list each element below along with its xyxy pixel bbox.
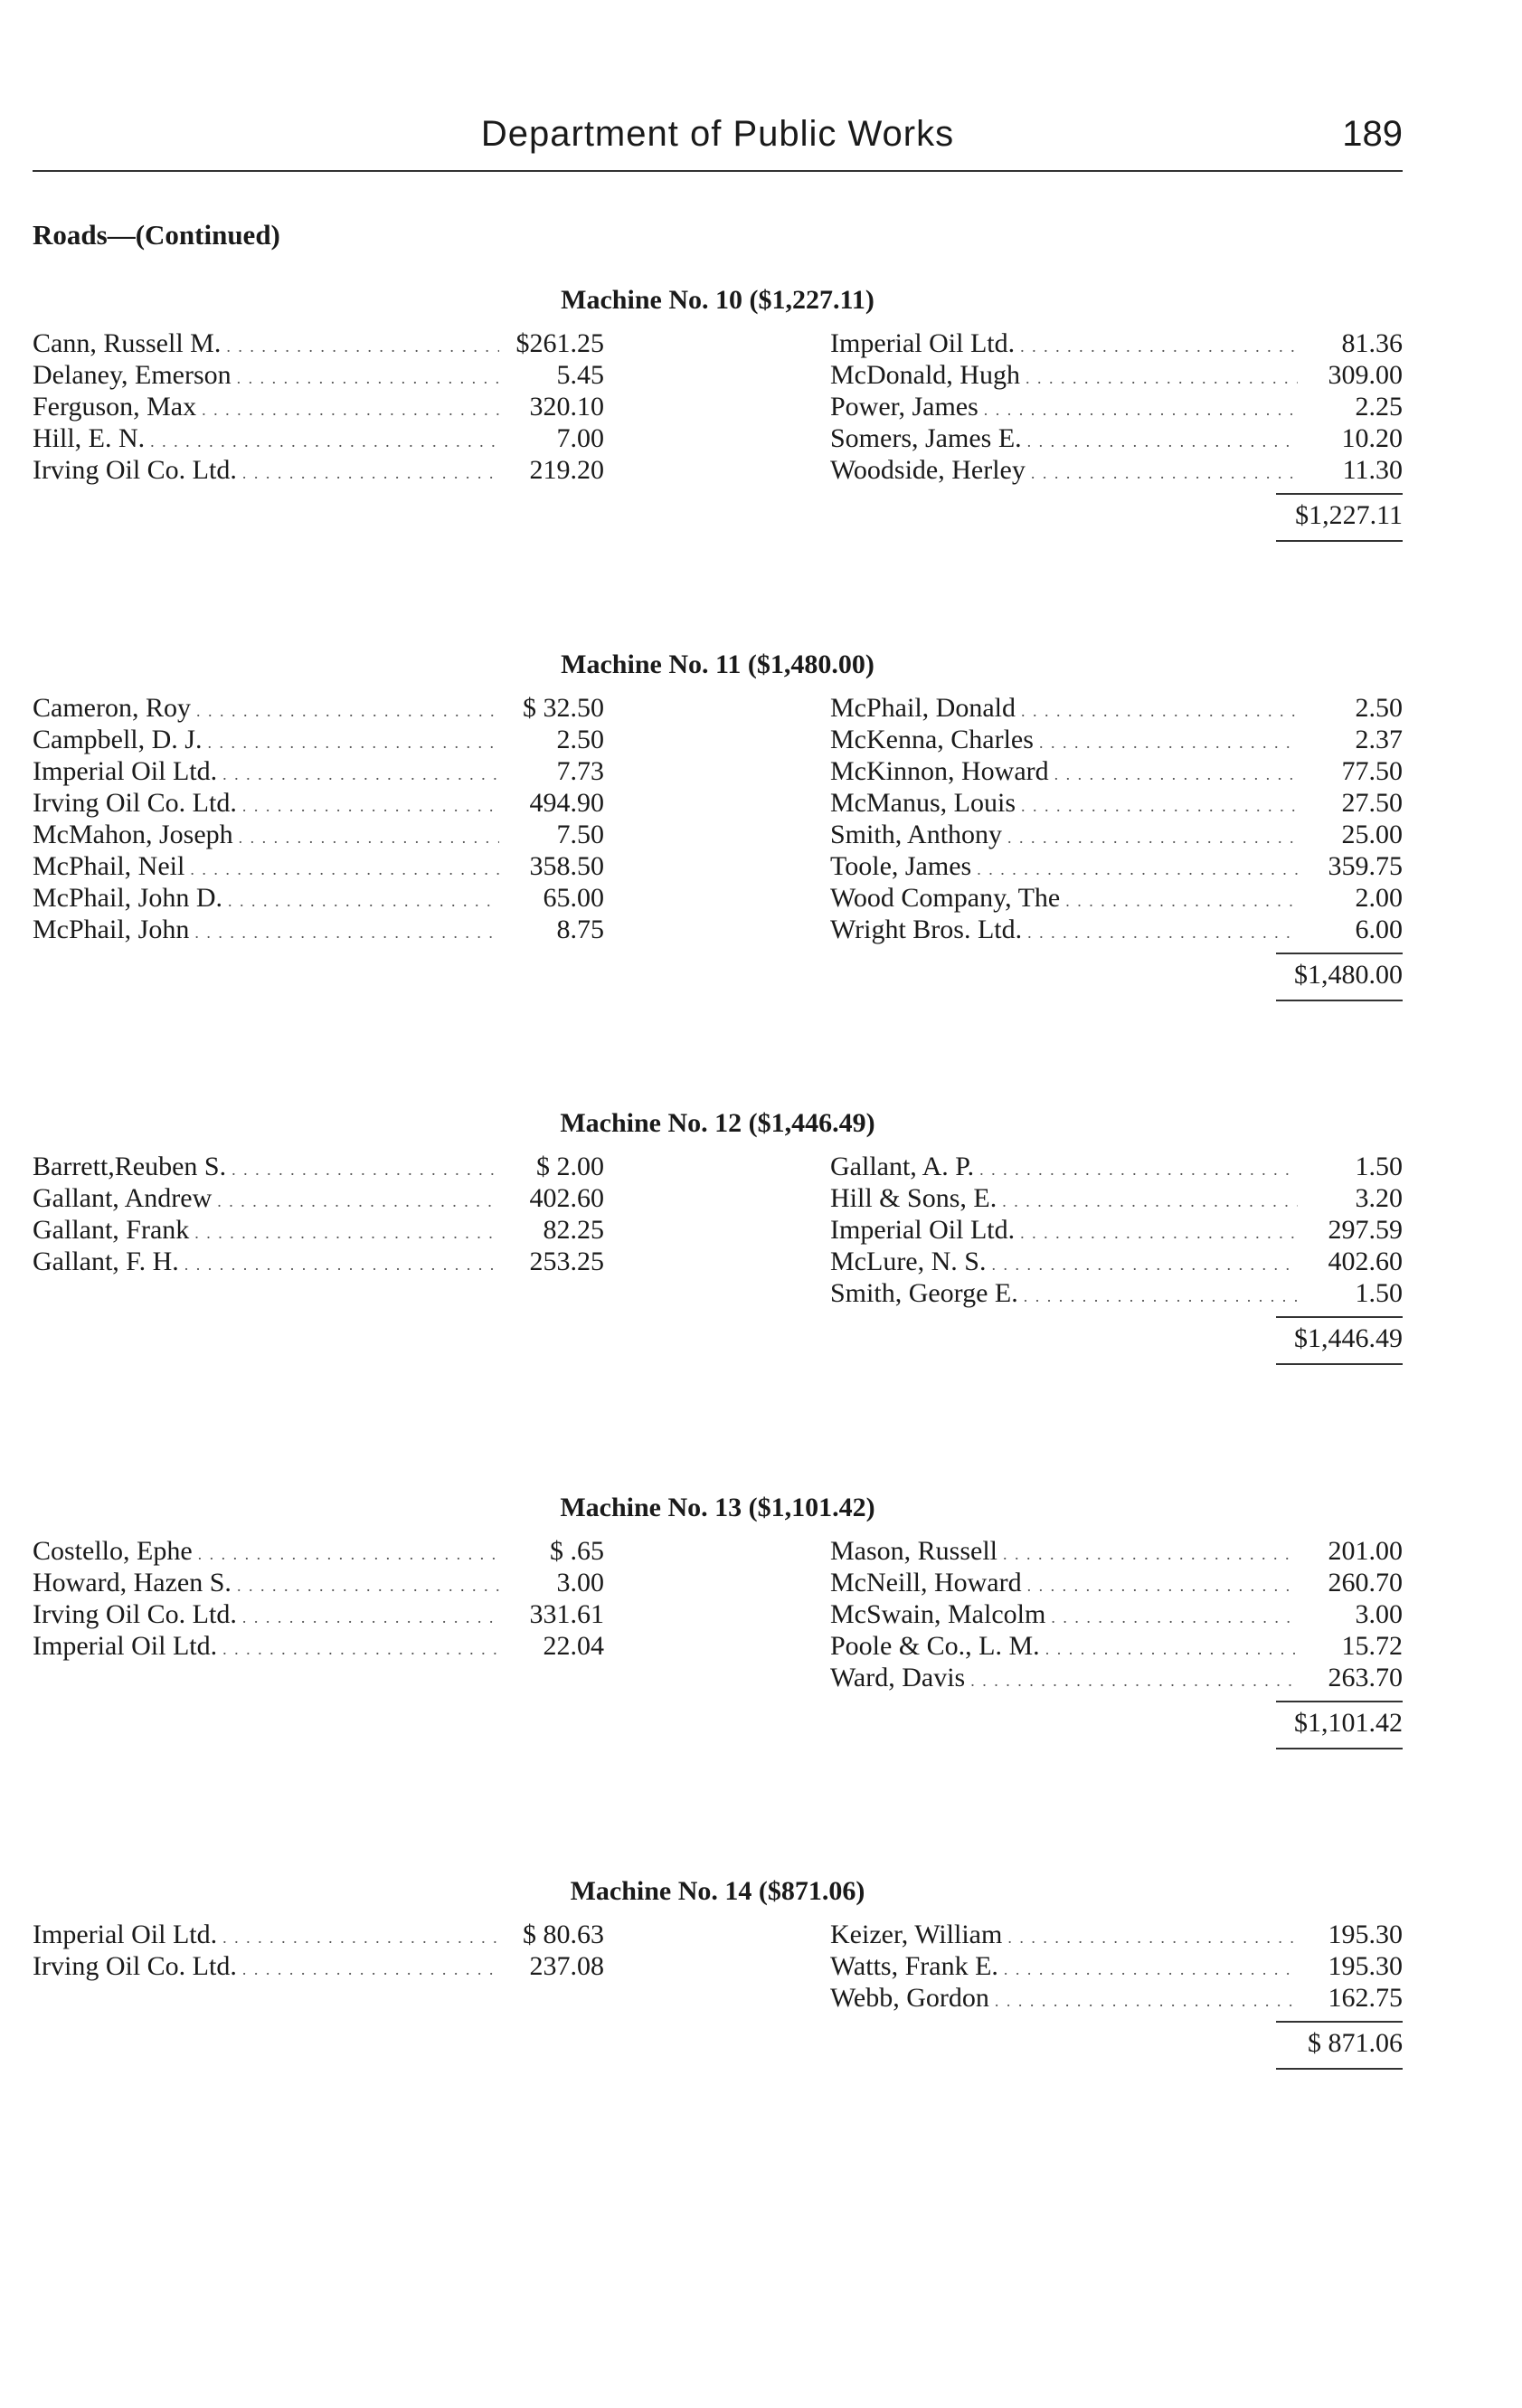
amount: 7.50 [556, 820, 604, 849]
payee-name: Woodside, Herley [830, 455, 1026, 485]
ledger-row [830, 1567, 1403, 1598]
amount: 22.04 [543, 1631, 604, 1661]
machine-block [33, 282, 1403, 542]
amount: 3.00 [556, 1568, 604, 1597]
ledger-row [830, 1246, 1403, 1277]
payee-name: Watts, Frank E. [830, 1951, 998, 1981]
dot-leader [190, 850, 499, 886]
dot-leader [198, 1535, 499, 1570]
payee-name: Irving Oil Co. Ltd. [33, 455, 237, 485]
dot-leader [970, 1662, 1298, 1697]
amount: 2.00 [1355, 883, 1403, 913]
payee-name: Hill & Sons, E. [830, 1183, 997, 1213]
amount: 309.00 [1328, 360, 1403, 390]
amount: 10.20 [1341, 423, 1403, 453]
amount: 359.75 [1328, 851, 1403, 881]
dot-leader [1039, 724, 1298, 759]
dot-leader [1020, 1214, 1298, 1249]
payee-name: McMahon, Joseph [33, 820, 233, 849]
ledger-row [830, 1535, 1403, 1567]
right-column [830, 1151, 1403, 1309]
left-column [33, 692, 604, 945]
payee-name: Campbell, D. J. [33, 725, 203, 754]
amount: 2.37 [1355, 725, 1403, 754]
amount: 195.30 [1328, 1951, 1403, 1981]
machine-title: Machine No. 10 ($1,227.11) [561, 285, 874, 315]
dot-leader [1021, 692, 1298, 727]
machine-total: $1,480.00 [1276, 953, 1403, 1001]
dot-leader [184, 1246, 499, 1281]
amount: 219.20 [529, 455, 604, 485]
dot-leader [242, 1598, 499, 1634]
ledger-row [33, 787, 604, 819]
payee-name: McLure, N. S. [830, 1247, 987, 1276]
payee-name: Ward, Davis [830, 1663, 966, 1692]
payee-name: Gallant, Andrew [33, 1183, 213, 1213]
amount: 8.75 [556, 915, 604, 944]
dot-leader [222, 1630, 499, 1665]
payee-name: Delaney, Emerson [33, 360, 232, 390]
machine-total: $1,101.42 [1276, 1701, 1403, 1749]
amount: 25.00 [1341, 820, 1403, 849]
dot-leader [237, 1567, 499, 1602]
dot-leader [1051, 1598, 1298, 1634]
dot-leader [1003, 1535, 1298, 1570]
dot-leader [1027, 422, 1298, 458]
dot-leader [232, 1151, 499, 1186]
payee-name: Cameron, Roy [33, 693, 191, 723]
amount: 253.25 [529, 1247, 604, 1276]
amount: 27.50 [1341, 788, 1403, 818]
payee-name: Costello, Ephe [33, 1536, 193, 1566]
payee-name: McPhail, John [33, 915, 190, 944]
amount: 81.36 [1341, 328, 1403, 358]
left-column [33, 1535, 604, 1662]
amount: 6.00 [1355, 915, 1403, 944]
header-rule [33, 170, 1403, 172]
payee-name: Keizer, William [830, 1920, 1003, 1949]
ledger-row [33, 1598, 604, 1630]
ledger-row [830, 1598, 1403, 1630]
ledger-row [830, 391, 1403, 422]
dot-leader [237, 359, 499, 394]
amount: $ 80.63 [523, 1920, 604, 1949]
ledger-row [830, 359, 1403, 391]
dot-leader [979, 1151, 1298, 1186]
amount: 11.30 [1342, 455, 1403, 485]
ledger-row [33, 391, 604, 422]
ledger-row [33, 359, 604, 391]
amount: 162.75 [1328, 1983, 1403, 2013]
amount: 3.00 [1355, 1599, 1403, 1629]
dot-leader [217, 1182, 499, 1218]
ledger-row [830, 1182, 1403, 1214]
payee-name: McKinnon, Howard [830, 756, 1049, 786]
machine-block [33, 1873, 1403, 2070]
amount: 201.00 [1328, 1536, 1403, 1566]
dot-leader [202, 391, 499, 426]
amount: 2.50 [556, 725, 604, 754]
payee-name: McNeill, Howard [830, 1568, 1022, 1597]
dot-leader [1007, 1919, 1298, 1954]
amount: 494.90 [529, 788, 604, 818]
payee-name: Smith, Anthony [830, 820, 1003, 849]
dot-leader [228, 882, 499, 917]
ledger-row [33, 1246, 604, 1277]
right-column [830, 1919, 1403, 2014]
dot-leader [208, 724, 500, 759]
dot-leader [991, 1246, 1298, 1281]
amount: 5.45 [556, 360, 604, 390]
dot-leader [196, 692, 499, 727]
payee-name: Irving Oil Co. Ltd. [33, 1951, 237, 1981]
left-column [33, 1151, 604, 1277]
payee-name: Hill, E. N. [33, 423, 146, 453]
ledger-row [33, 724, 604, 755]
ledger-row [830, 850, 1403, 882]
machine-block [33, 647, 1403, 1001]
ledger-row [33, 1567, 604, 1598]
dot-leader [194, 914, 499, 949]
payee-name: Gallant, Frank [33, 1215, 190, 1245]
ledger-row [33, 914, 604, 945]
payee-name: Toole, James [830, 851, 972, 881]
payee-name: Imperial Oil Ltd. [33, 1631, 218, 1661]
payee-name: Gallant, F. H. [33, 1247, 179, 1276]
ledger-row [830, 1277, 1403, 1309]
machine-title: Machine No. 13 ($1,101.42) [560, 1493, 875, 1522]
dot-leader [1054, 755, 1298, 791]
ledger-row [830, 1982, 1403, 2014]
dot-leader [1031, 454, 1298, 489]
machine-total: $1,446.49 [1276, 1316, 1403, 1365]
payee-name: Imperial Oil Ltd. [33, 1920, 218, 1949]
left-column [33, 327, 604, 486]
right-column [830, 327, 1403, 486]
ledger-row [33, 1630, 604, 1662]
amount: 402.60 [529, 1183, 604, 1213]
ledger-row [33, 692, 604, 724]
amount: 1.50 [1355, 1278, 1403, 1308]
payee-name: Irving Oil Co. Ltd. [33, 788, 237, 818]
amount: 402.60 [1328, 1247, 1403, 1276]
ledger-row [33, 1919, 604, 1950]
ledger-row [830, 1662, 1403, 1693]
dot-leader [242, 1950, 499, 1986]
machine-total: $1,227.11 [1276, 493, 1403, 542]
page-header [33, 114, 1403, 168]
ledger-row [830, 787, 1403, 819]
amount: 3.20 [1355, 1183, 1403, 1213]
machine-title: Machine No. 11 ($1,480.00) [561, 649, 874, 679]
amount: 7.73 [556, 756, 604, 786]
payee-name: Irving Oil Co. Ltd. [33, 1599, 237, 1629]
payee-name: Barrett,Reuben S. [33, 1152, 227, 1181]
dot-leader [242, 454, 499, 489]
payee-name: Imperial Oil Ltd. [830, 1215, 1016, 1245]
dot-leader [1024, 1277, 1298, 1313]
amount: 260.70 [1328, 1568, 1403, 1597]
amount: 358.50 [529, 851, 604, 881]
ledger-row [33, 755, 604, 787]
dot-leader [222, 755, 499, 791]
payee-name: Howard, Hazen S. [33, 1568, 232, 1597]
amount: 65.00 [543, 883, 604, 913]
ledger-row [830, 1919, 1403, 1950]
amount: $ 32.50 [523, 693, 604, 723]
payee-name: Wood Company, The [830, 883, 1061, 913]
right-column [830, 692, 1403, 945]
machine-block [33, 1490, 1403, 1749]
section-label: Roads—(Continued) [33, 219, 280, 251]
amount: 195.30 [1328, 1920, 1403, 1949]
dot-leader [977, 850, 1298, 886]
payee-name: Mason, Russell [830, 1536, 998, 1566]
ledger-row [33, 1182, 604, 1214]
ledger-row [830, 1151, 1403, 1182]
ledger-row [33, 327, 604, 359]
payee-name: McSwain, Malcolm [830, 1599, 1046, 1629]
ledger-row [33, 850, 604, 882]
dot-leader [1027, 1567, 1298, 1602]
payee-name: Smith, George E. [830, 1278, 1018, 1308]
ledger-row [830, 692, 1403, 724]
ledger-row [830, 914, 1403, 945]
payee-name: Gallant, A. P. [830, 1152, 975, 1181]
ledger-row [33, 454, 604, 486]
amount: 1.50 [1355, 1152, 1403, 1181]
machine-total: $ 871.06 [1276, 2021, 1403, 2070]
dot-leader [1002, 1182, 1298, 1218]
ledger-row [33, 882, 604, 914]
ledger-row [830, 819, 1403, 850]
ledger-row [33, 819, 604, 850]
dot-leader [1065, 882, 1298, 917]
dot-leader [1020, 327, 1298, 363]
amount: 2.50 [1355, 693, 1403, 723]
ledger-row [33, 422, 604, 454]
dot-leader [226, 327, 499, 363]
page-title: Department of Public Works [480, 114, 955, 154]
ledger-row [33, 1535, 604, 1567]
payee-name: Somers, James E. [830, 423, 1022, 453]
ledger-row [830, 1214, 1403, 1246]
payee-name: Cann, Russell M. [33, 328, 222, 358]
right-column [830, 1535, 1403, 1693]
payee-name: Ferguson, Max [33, 392, 197, 422]
machine-block [33, 1105, 1403, 1365]
ledger-row [830, 327, 1403, 359]
page-number: 189 [1342, 114, 1403, 154]
amount: 7.00 [556, 423, 604, 453]
dot-leader [1027, 914, 1298, 949]
dot-leader [1004, 1950, 1298, 1986]
payee-name: McKenna, Charles [830, 725, 1034, 754]
payee-name: Imperial Oil Ltd. [33, 756, 218, 786]
dot-leader [239, 819, 499, 854]
amount: $261.25 [515, 328, 604, 358]
payee-name: McPhail, Neil [33, 851, 185, 881]
dot-leader [1045, 1630, 1298, 1665]
dot-leader [222, 1919, 499, 1954]
dot-leader [995, 1982, 1298, 2017]
payee-name: Webb, Gordon [830, 1983, 989, 2013]
payee-name: McManus, Louis [830, 788, 1016, 818]
dot-leader [194, 1214, 499, 1249]
ledger-row [830, 882, 1403, 914]
machine-title: Machine No. 12 ($1,446.49) [560, 1108, 875, 1138]
dot-leader [1021, 787, 1298, 822]
ledger-row [830, 422, 1403, 454]
ledger-row [33, 1950, 604, 1982]
ledger-row [33, 1151, 604, 1182]
payee-name: McDonald, Hugh [830, 360, 1020, 390]
ledger-row [830, 755, 1403, 787]
amount: $ .65 [550, 1536, 604, 1566]
dot-leader [984, 391, 1298, 426]
amount: 331.61 [529, 1599, 604, 1629]
machine-title: Machine No. 14 ($871.06) [570, 1876, 865, 1906]
amount: 320.10 [529, 392, 604, 422]
ledger-row [33, 1214, 604, 1246]
payee-name: McPhail, John D. [33, 883, 222, 913]
payee-name: Imperial Oil Ltd. [830, 328, 1016, 358]
amount: 297.59 [1328, 1215, 1403, 1245]
amount: 15.72 [1341, 1631, 1403, 1661]
amount: 2.25 [1355, 392, 1403, 422]
ledger-row [830, 1950, 1403, 1982]
payee-name: Power, James [830, 392, 978, 422]
payee-name: Poole & Co., L. M. [830, 1631, 1040, 1661]
dot-leader [150, 422, 499, 458]
amount: $ 2.00 [536, 1152, 604, 1181]
left-column [33, 1919, 604, 1982]
ledger-row [830, 454, 1403, 486]
payee-name: Wright Bros. Ltd. [830, 915, 1023, 944]
amount: 263.70 [1328, 1663, 1403, 1692]
amount: 82.25 [543, 1215, 604, 1245]
ledger-row [830, 724, 1403, 755]
amount: 237.08 [529, 1951, 604, 1981]
dot-leader [1026, 359, 1298, 394]
ledger-row [830, 1630, 1403, 1662]
dot-leader [242, 787, 499, 822]
payee-name: McPhail, Donald [830, 693, 1016, 723]
dot-leader [1007, 819, 1298, 854]
amount: 77.50 [1341, 756, 1403, 786]
